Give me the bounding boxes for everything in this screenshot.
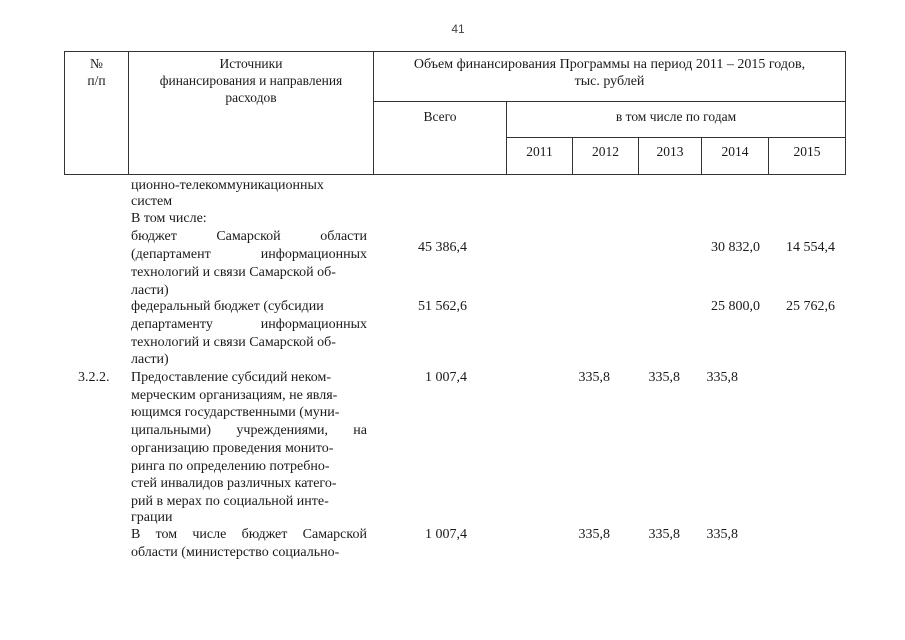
header-volume-line: Объем финансирования Программы на период 2011 – 2015 годов, (413, 57, 806, 72)
word: В (131, 527, 141, 542)
item-budget-2012-value: 335,8 (578, 527, 610, 542)
header-sources-line: Источники (219, 56, 283, 71)
header-year-cell (768, 137, 846, 175)
regional-2015-value: 14 554,4 (786, 240, 835, 255)
row-continuation-line: ционно-телекоммуникационных (131, 178, 324, 193)
row-continuation-line: систем (131, 194, 173, 209)
item-budget-total-value: 1 007,4 (425, 527, 467, 542)
header-volume-line: тыс. рублей (574, 74, 645, 89)
item-description-line: рий в мерах по социальной интe- (131, 494, 329, 509)
item-total-value: 1 007,4 (425, 370, 467, 385)
header-year-cell (506, 137, 573, 175)
item-description-line: организацию проведения монито- (131, 441, 334, 456)
header-sources-line: финансирования и направления (159, 73, 343, 88)
word: учреждениями, (236, 423, 328, 438)
word: на (353, 423, 367, 438)
page-number: 41 (451, 22, 465, 36)
header-year-label: 2015 (793, 144, 821, 159)
word: информационных (260, 247, 367, 262)
word: числе (192, 527, 227, 542)
regional-2014-value: 30 832,0 (711, 240, 760, 255)
header-total-label: Всего (423, 109, 457, 124)
federal-budget-line: ласти) (131, 352, 169, 367)
header-by-years-cell (506, 101, 846, 138)
item-description-line: ринга по определению потребно- (131, 459, 330, 474)
federal-total-value: 51 562,6 (418, 299, 467, 314)
header-year-cell (701, 137, 769, 175)
regional-budget-line: ласти) (131, 283, 169, 298)
header-num-line: № (90, 56, 103, 71)
word: департаменту (131, 317, 213, 332)
federal-budget-line: федеральный бюджет (субсидии (131, 299, 324, 314)
item-number: 3.2.2. (78, 370, 110, 385)
item-description-line: ющимся государственными (муни- (131, 405, 340, 420)
header-year-label: 2011 (526, 144, 553, 159)
item-description-line: стей инвалидов различных катего- (131, 476, 337, 491)
word: том (155, 527, 178, 542)
regional-budget-line (131, 227, 367, 246)
word: Самарской (216, 229, 281, 244)
item-budget-line: области (министерство социально- (131, 545, 340, 560)
regional-budget-line (131, 245, 367, 264)
word: информационных (260, 317, 367, 332)
item-2012-value: 335,8 (578, 370, 610, 385)
item-description-line: грации (131, 510, 173, 525)
regional-total-value: 45 386,4 (418, 240, 467, 255)
header-year-cell (572, 137, 639, 175)
item-description-line (131, 421, 367, 440)
header-by-years-label: в том числе по годам (615, 109, 737, 124)
item-description-line: мерческим организациям, не явля- (131, 388, 338, 403)
federal-2014-value: 25 800,0 (711, 299, 760, 314)
header-volume-cell (373, 51, 846, 102)
word: бюджет (241, 527, 288, 542)
federal-budget-line (131, 315, 367, 334)
header-year-label: 2012 (592, 144, 619, 159)
item-description-line: Предоставление субсидий неком- (131, 370, 331, 385)
header-num-cell (64, 51, 129, 175)
item-budget-2013-value: 335,8 (648, 527, 680, 542)
word: (департамент (131, 247, 211, 262)
header-year-cell (638, 137, 702, 175)
word: ципальными) (131, 423, 212, 438)
including-label: В том числе: (131, 211, 207, 226)
header-year-label: 2014 (721, 144, 749, 159)
regional-budget-line: технологий и связи Самарской об- (131, 265, 336, 280)
federal-2015-value: 25 762,6 (786, 299, 835, 314)
word: области (320, 229, 367, 244)
federal-budget-line: технологий и связи Самарской об- (131, 335, 336, 350)
header-total-cell (373, 101, 507, 175)
header-sources-line: расходов (225, 90, 277, 105)
item-budget-2014-value: 335,8 (706, 527, 738, 542)
word: бюджет (131, 229, 177, 244)
header-num-line: п/п (87, 73, 106, 88)
word: Самарской (302, 527, 367, 542)
header-sources-cell (128, 51, 374, 175)
header-year-label: 2013 (656, 144, 684, 159)
item-2013-value: 335,8 (648, 370, 680, 385)
item-2014-value: 335,8 (706, 370, 738, 385)
item-budget-line (131, 525, 367, 544)
